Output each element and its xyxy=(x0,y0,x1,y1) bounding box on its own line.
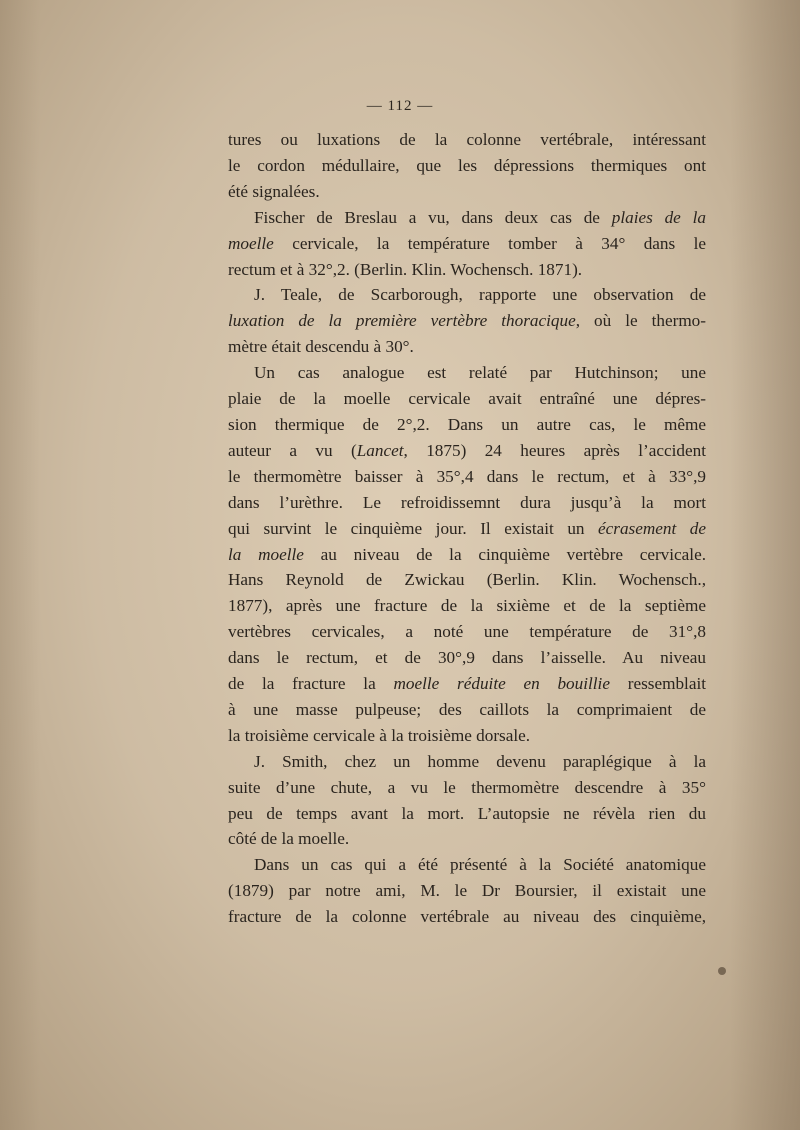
text-run: mètre était descendu à 30°. xyxy=(228,337,414,357)
text-line xyxy=(228,490,706,516)
text-run: 1877), après une fracture de la sixième et de la septième xyxy=(228,596,706,616)
text-line xyxy=(228,334,706,360)
text-line xyxy=(228,826,706,852)
italic-text: la moelle xyxy=(228,544,304,564)
text-line xyxy=(228,645,706,671)
text-line xyxy=(228,671,706,697)
text-run: auteur a vu ( xyxy=(228,440,357,460)
text-run: sion thermique de 2°,2. Dans un autre cas, le même xyxy=(228,414,706,434)
text-line xyxy=(228,619,706,645)
text-line xyxy=(228,205,706,231)
text-line xyxy=(228,775,706,801)
text-run: dans l’urèthre. Le refroidissemnt dura jusqu’à la mort xyxy=(228,492,706,512)
text-run: de la fracture la xyxy=(228,674,394,694)
text-run: Fischer de Breslau a vu, dans deux cas de xyxy=(254,207,612,227)
text-run: le thermomètre baisser à 35°,4 dans le rectum, et à 33°,9 xyxy=(228,466,706,486)
text-run: , 1875) 24 heures après l’accident xyxy=(403,440,706,460)
text-line xyxy=(228,412,706,438)
text-run: J. Teale, de Scarborough, rapporte une observation de xyxy=(254,285,706,305)
text-line xyxy=(228,801,706,827)
italic-text: moelle xyxy=(228,233,274,253)
text-line xyxy=(228,567,706,593)
text-run: dans le rectum, et de 30°,9 dans l’aisselle. Au niveau xyxy=(228,648,706,668)
text-run: , où le thermo- xyxy=(575,311,707,331)
page-number: — 112 — xyxy=(366,98,434,114)
text-run: à une masse pulpeuse; des caillots la comprimaient de xyxy=(228,699,706,719)
text-line xyxy=(228,438,706,464)
page-shadow-right xyxy=(730,0,800,1130)
text-line xyxy=(228,542,706,568)
ink-spot xyxy=(718,967,726,975)
text-run: le cordon médullaire, que les dépressions thermiques ont xyxy=(228,155,706,175)
text-line xyxy=(228,593,706,619)
italic-text: écrasement de xyxy=(598,518,706,538)
text-run: suite d’une chute, a vu le thermomètre descendre à 35° xyxy=(228,777,706,797)
text-run: cervicale, la température tomber à 34° dans le xyxy=(273,233,706,253)
text-line xyxy=(228,231,706,257)
text-line xyxy=(228,153,706,179)
text-run: vertèbres cervicales, a noté une température de 31°,8 xyxy=(228,622,706,642)
text-run: ressemblait xyxy=(609,674,706,694)
italic-text: luxation de la première vertèbre thoracique xyxy=(228,311,576,331)
text-run: Un cas analogue est relaté par Hutchinson; une xyxy=(254,363,706,383)
text-line xyxy=(228,257,706,283)
text-line xyxy=(228,308,706,334)
text-run: Hans Reynold de Zwickau (Berlin. Klin. Wochensch., xyxy=(228,570,706,590)
text-line xyxy=(228,516,706,542)
text-line xyxy=(228,179,706,205)
text-line xyxy=(228,878,706,904)
text-run: fracture de la colonne vertébrale au niveau des cinquième, xyxy=(228,907,706,927)
text-line xyxy=(228,360,706,386)
italic-text: plaies de la xyxy=(611,207,706,227)
text-line xyxy=(228,852,706,878)
text-run: (1879) par notre ami, M. le Dr Boursier, il existait une xyxy=(228,881,706,901)
italic-text: moelle réduite en bouillie xyxy=(393,674,610,694)
text-run: qui survint le cinquième jour. Il existait un xyxy=(228,518,599,538)
text-line xyxy=(228,386,706,412)
text-line xyxy=(228,723,706,749)
text-run: Dans un cas qui a été présenté à la Société anatomique xyxy=(254,855,706,875)
body-text xyxy=(228,127,706,930)
text-run: rectum et à 32°,2. (Berlin. Klin. Wochensch. 1871). xyxy=(228,259,583,279)
text-run: été signalées. xyxy=(228,181,320,201)
text-run: plaie de la moelle cervicale avait entraîné une dépres- xyxy=(228,389,706,409)
text-run: tures ou luxations de la colonne vertébrale, intéressant xyxy=(228,130,706,149)
text-line xyxy=(228,904,706,930)
italic-text: Lancet xyxy=(356,440,404,460)
text-run: côté de la moelle. xyxy=(228,829,350,849)
text-line xyxy=(228,127,706,153)
text-run: au niveau de la cinquième vertèbre cervicale. xyxy=(303,544,706,564)
page-shadow-left xyxy=(0,0,40,1130)
text-line xyxy=(228,749,706,775)
text-line xyxy=(228,282,706,308)
text-line xyxy=(228,697,706,723)
text-run: la troisième cervicale à la troisième dorsale. xyxy=(228,725,531,745)
text-run: J. Smith, chez un homme devenu paraplégique à la xyxy=(254,751,706,771)
text-run: peu de temps avant la mort. L’autopsie ne révèla rien du xyxy=(228,803,706,823)
text-line xyxy=(228,464,706,490)
